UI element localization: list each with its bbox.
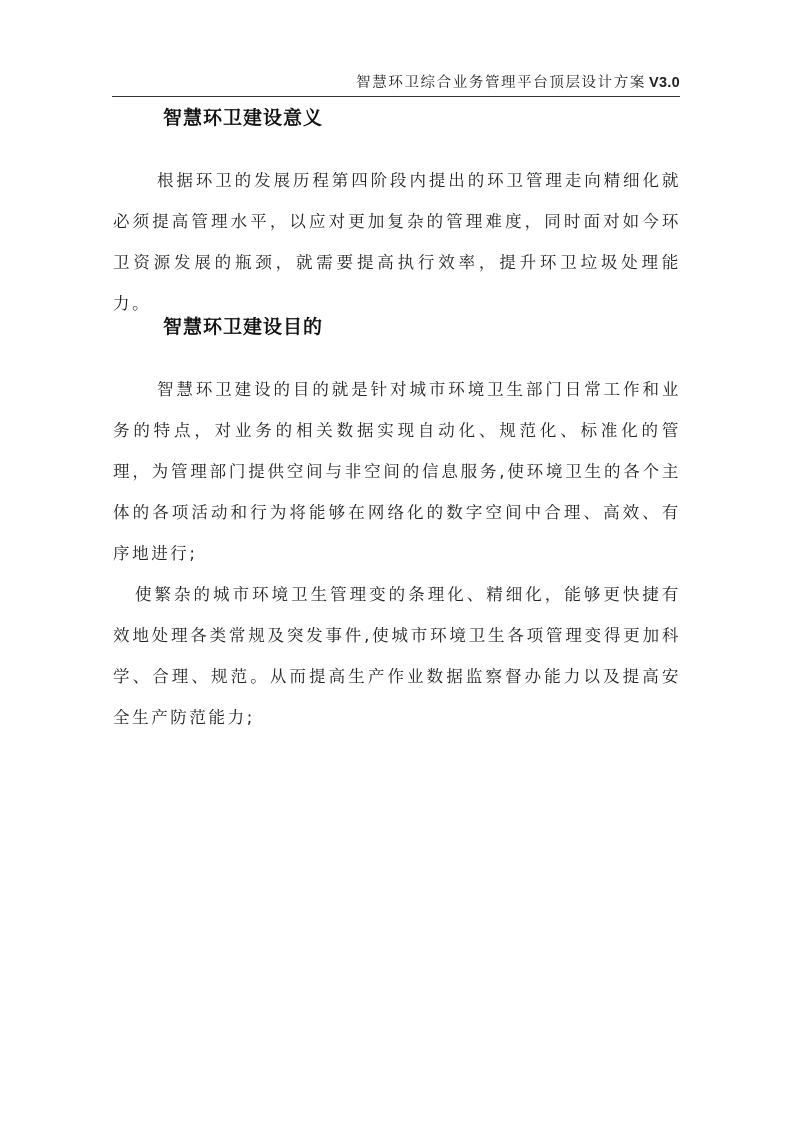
section-heading-purpose: 智慧环卫建设目的 [163, 316, 324, 338]
document-title: 智慧环卫综合业务管理平台顶层设计方案 [356, 75, 646, 91]
paragraph-significance: 根据环卫的发展历程第四阶段内提出的环卫管理走向精细化就必须提高管理水平，以应对更加复杂的管理难度，同时面对如今环卫资源发展的瓶颈，就需要提高执行效率，提升环卫垃圾处理能力。 [113, 171, 681, 313]
paragraph-purpose-1: 智慧环卫建设的目的就是针对城市环境卫生部门日常工作和业务的特点，对业务的相关数据实现自动化、规范化、标准化的管理，为管理部门提供空间与非空间的信息服务,使环境卫生的各个主体的各项活动和行为将能够在网络化的数字空间中合理、高效、有序地进行; [113, 380, 681, 563]
page-header [112, 72, 680, 97]
section-heading-significance: 智慧环卫建设意义 [163, 107, 324, 129]
document-version: V3.0 [648, 75, 680, 91]
paragraph-purpose-2: 使繁杂的城市环境卫生管理变的条理化、精细化，能够更快捷有效地处理各类常规及突发事件,使城市环境卫生各项管理变得更加科学、合理、规范。从而提高生产作业数据监察督办能力以及提高安全生产防范能力; [113, 585, 681, 727]
